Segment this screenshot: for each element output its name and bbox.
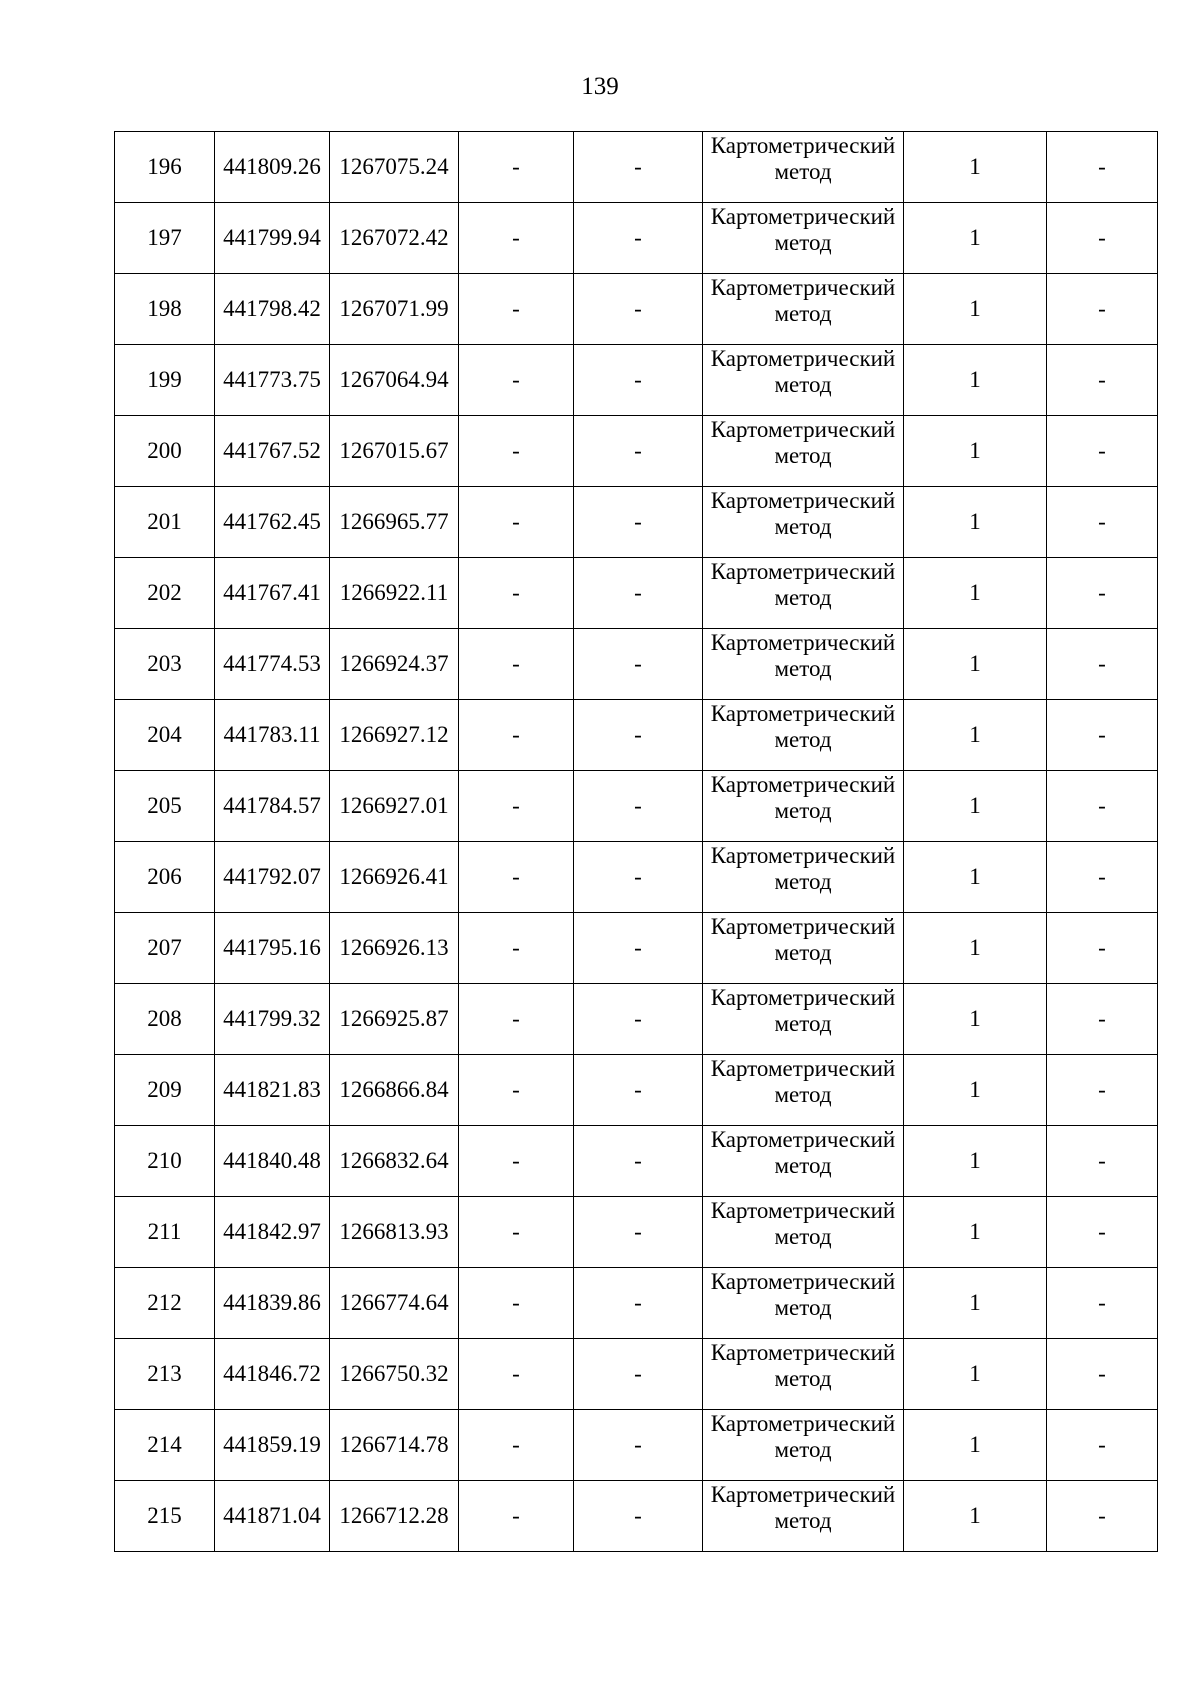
coordinate-x-cell: 441773.75	[215, 345, 330, 416]
method-cell	[703, 132, 904, 203]
empty-value-cell: -	[459, 558, 574, 629]
point-number-cell: 207	[115, 913, 215, 984]
coordinate-x-cell: 441774.53	[215, 629, 330, 700]
method-cell	[703, 416, 904, 487]
empty-value-cell: -	[1047, 700, 1158, 771]
point-number-cell: 204	[115, 700, 215, 771]
empty-value-cell: -	[1047, 771, 1158, 842]
table-row	[115, 1339, 1158, 1410]
method-name-line2: метод	[774, 1437, 832, 1462]
point-number-cell: 212	[115, 1268, 215, 1339]
empty-value-cell: -	[1047, 1481, 1158, 1552]
table-row	[115, 1410, 1158, 1481]
coordinate-y-cell: 1267015.67	[330, 416, 459, 487]
coordinate-x-cell: 441792.07	[215, 842, 330, 913]
method-name-line1: Картометрический	[710, 701, 896, 726]
method-name-line2: метод	[774, 301, 832, 326]
method-name-line1: Картометрический	[710, 772, 896, 797]
empty-value-cell: -	[459, 984, 574, 1055]
empty-value-cell: -	[1047, 842, 1158, 913]
method-name-line2: метод	[774, 585, 832, 610]
coordinate-y-cell: 1266832.64	[330, 1126, 459, 1197]
table-row	[115, 416, 1158, 487]
coordinate-x-cell: 441809.26	[215, 132, 330, 203]
empty-value-cell: -	[459, 1410, 574, 1481]
empty-value-cell: -	[574, 132, 703, 203]
empty-value-cell: -	[1047, 274, 1158, 345]
coordinate-x-cell: 441839.86	[215, 1268, 330, 1339]
empty-value-cell: -	[574, 1268, 703, 1339]
point-number-cell: 210	[115, 1126, 215, 1197]
empty-value-cell: -	[574, 771, 703, 842]
point-number-cell: 196	[115, 132, 215, 203]
method-cell	[703, 487, 904, 558]
empty-value-cell: -	[459, 629, 574, 700]
table-row	[115, 913, 1158, 984]
coordinate-x-cell: 441799.94	[215, 203, 330, 274]
empty-value-cell: -	[574, 487, 703, 558]
method-cell	[703, 771, 904, 842]
empty-value-cell: -	[1047, 913, 1158, 984]
coordinate-y-cell: 1266712.28	[330, 1481, 459, 1552]
empty-value-cell: -	[459, 1339, 574, 1410]
coordinate-y-cell: 1266927.01	[330, 771, 459, 842]
method-cell	[703, 1268, 904, 1339]
accuracy-cell: 1	[904, 913, 1047, 984]
method-name-line1: Картометрический	[710, 914, 896, 939]
method-cell	[703, 1339, 904, 1410]
point-number-cell: 203	[115, 629, 215, 700]
accuracy-cell: 1	[904, 416, 1047, 487]
method-cell	[703, 274, 904, 345]
accuracy-cell: 1	[904, 1268, 1047, 1339]
coordinate-y-cell: 1266813.93	[330, 1197, 459, 1268]
empty-value-cell: -	[459, 1268, 574, 1339]
empty-value-cell: -	[1047, 416, 1158, 487]
accuracy-cell: 1	[904, 203, 1047, 274]
coordinate-y-cell: 1266926.13	[330, 913, 459, 984]
accuracy-cell: 1	[904, 1055, 1047, 1126]
coordinate-y-cell: 1266922.11	[330, 558, 459, 629]
accuracy-cell: 1	[904, 700, 1047, 771]
empty-value-cell: -	[1047, 629, 1158, 700]
method-cell	[703, 700, 904, 771]
method-name-line2: метод	[774, 727, 832, 752]
method-name-line2: метод	[774, 798, 832, 823]
method-name-line1: Картометрический	[710, 1482, 896, 1507]
point-number-cell: 201	[115, 487, 215, 558]
coordinate-x-cell: 441767.52	[215, 416, 330, 487]
accuracy-cell: 1	[904, 345, 1047, 416]
empty-value-cell: -	[574, 1126, 703, 1197]
method-name-line2: метод	[774, 230, 832, 255]
accuracy-cell: 1	[904, 1126, 1047, 1197]
empty-value-cell: -	[1047, 132, 1158, 203]
coordinate-x-cell: 441842.97	[215, 1197, 330, 1268]
point-number-cell: 199	[115, 345, 215, 416]
empty-value-cell: -	[574, 842, 703, 913]
coordinates-table	[114, 131, 1158, 1552]
method-name-line2: метод	[774, 1224, 832, 1249]
empty-value-cell: -	[459, 842, 574, 913]
coordinate-y-cell: 1267064.94	[330, 345, 459, 416]
coordinate-x-cell: 441783.11	[215, 700, 330, 771]
method-name-line2: метод	[774, 1508, 832, 1533]
point-number-cell: 205	[115, 771, 215, 842]
empty-value-cell: -	[574, 416, 703, 487]
method-name-line1: Картометрический	[710, 204, 896, 229]
empty-value-cell: -	[459, 1126, 574, 1197]
point-number-cell: 215	[115, 1481, 215, 1552]
empty-value-cell: -	[574, 1410, 703, 1481]
empty-value-cell: -	[574, 984, 703, 1055]
empty-value-cell: -	[574, 1055, 703, 1126]
coordinate-x-cell: 441846.72	[215, 1339, 330, 1410]
accuracy-cell: 1	[904, 132, 1047, 203]
empty-value-cell: -	[1047, 558, 1158, 629]
method-cell	[703, 1126, 904, 1197]
empty-value-cell: -	[574, 1481, 703, 1552]
coordinate-x-cell: 441799.32	[215, 984, 330, 1055]
method-cell	[703, 984, 904, 1055]
point-number-cell: 209	[115, 1055, 215, 1126]
empty-value-cell: -	[459, 771, 574, 842]
accuracy-cell: 1	[904, 274, 1047, 345]
method-cell	[703, 842, 904, 913]
empty-value-cell: -	[1047, 1410, 1158, 1481]
method-name-line1: Картометрический	[710, 346, 896, 371]
table-body	[115, 132, 1158, 1552]
empty-value-cell: -	[574, 700, 703, 771]
table-row	[115, 842, 1158, 913]
method-name-line2: метод	[774, 514, 832, 539]
coordinate-y-cell: 1267075.24	[330, 132, 459, 203]
coordinate-x-cell: 441795.16	[215, 913, 330, 984]
table-row	[115, 1481, 1158, 1552]
coordinate-x-cell: 441767.41	[215, 558, 330, 629]
coordinate-y-cell: 1266926.41	[330, 842, 459, 913]
accuracy-cell: 1	[904, 1339, 1047, 1410]
method-cell	[703, 345, 904, 416]
accuracy-cell: 1	[904, 1197, 1047, 1268]
coordinate-x-cell: 441840.48	[215, 1126, 330, 1197]
empty-value-cell: -	[1047, 203, 1158, 274]
method-name-line2: метод	[774, 443, 832, 468]
accuracy-cell: 1	[904, 842, 1047, 913]
empty-value-cell: -	[459, 700, 574, 771]
coordinate-y-cell: 1266927.12	[330, 700, 459, 771]
accuracy-cell: 1	[904, 771, 1047, 842]
point-number-cell: 213	[115, 1339, 215, 1410]
table-row	[115, 274, 1158, 345]
coordinate-x-cell: 441762.45	[215, 487, 330, 558]
method-name-line1: Картометрический	[710, 133, 896, 158]
method-cell	[703, 1055, 904, 1126]
method-name-line1: Картометрический	[710, 1340, 896, 1365]
method-name-line1: Картометрический	[710, 275, 896, 300]
method-name-line1: Картометрический	[710, 417, 896, 442]
coordinate-y-cell: 1266866.84	[330, 1055, 459, 1126]
method-name-line1: Картометрический	[710, 985, 896, 1010]
empty-value-cell: -	[574, 913, 703, 984]
coordinate-y-cell: 1266925.87	[330, 984, 459, 1055]
empty-value-cell: -	[574, 1197, 703, 1268]
empty-value-cell: -	[1047, 345, 1158, 416]
method-cell	[703, 1197, 904, 1268]
empty-value-cell: -	[459, 345, 574, 416]
method-name-line1: Картометрический	[710, 559, 896, 584]
method-name-line2: метод	[774, 1366, 832, 1391]
empty-value-cell: -	[1047, 1055, 1158, 1126]
method-name-line2: метод	[774, 372, 832, 397]
coordinate-y-cell: 1266924.37	[330, 629, 459, 700]
method-name-line1: Картометрический	[710, 1411, 896, 1436]
table-row	[115, 1126, 1158, 1197]
empty-value-cell: -	[574, 274, 703, 345]
table-row	[115, 487, 1158, 558]
method-name-line1: Картометрический	[710, 843, 896, 868]
empty-value-cell: -	[459, 1197, 574, 1268]
method-name-line2: метод	[774, 159, 832, 184]
coordinate-y-cell: 1267072.42	[330, 203, 459, 274]
empty-value-cell: -	[1047, 1268, 1158, 1339]
table-row	[115, 1268, 1158, 1339]
method-cell	[703, 203, 904, 274]
method-name-line2: метод	[774, 1295, 832, 1320]
empty-value-cell: -	[459, 203, 574, 274]
method-name-line2: метод	[774, 656, 832, 681]
point-number-cell: 198	[115, 274, 215, 345]
empty-value-cell: -	[574, 558, 703, 629]
point-number-cell: 202	[115, 558, 215, 629]
coordinate-y-cell: 1266965.77	[330, 487, 459, 558]
method-cell	[703, 1410, 904, 1481]
coordinate-x-cell: 441871.04	[215, 1481, 330, 1552]
method-name-line2: метод	[774, 1011, 832, 1036]
method-name-line2: метод	[774, 869, 832, 894]
coordinate-x-cell: 441859.19	[215, 1410, 330, 1481]
empty-value-cell: -	[574, 345, 703, 416]
point-number-cell: 214	[115, 1410, 215, 1481]
coordinate-y-cell: 1266774.64	[330, 1268, 459, 1339]
method-name-line2: метод	[774, 1082, 832, 1107]
table-row	[115, 984, 1158, 1055]
empty-value-cell: -	[459, 1055, 574, 1126]
table-row	[115, 132, 1158, 203]
accuracy-cell: 1	[904, 629, 1047, 700]
accuracy-cell: 1	[904, 1410, 1047, 1481]
table-row	[115, 700, 1158, 771]
method-name-line1: Картометрический	[710, 488, 896, 513]
point-number-cell: 206	[115, 842, 215, 913]
empty-value-cell: -	[1047, 1339, 1158, 1410]
method-cell	[703, 558, 904, 629]
coordinate-y-cell: 1267071.99	[330, 274, 459, 345]
method-name-line2: метод	[774, 940, 832, 965]
empty-value-cell: -	[574, 203, 703, 274]
table-row	[115, 771, 1158, 842]
method-name-line1: Картометрический	[710, 1127, 896, 1152]
coordinate-x-cell: 441784.57	[215, 771, 330, 842]
method-name-line1: Картометрический	[710, 630, 896, 655]
empty-value-cell: -	[1047, 1197, 1158, 1268]
empty-value-cell: -	[459, 913, 574, 984]
method-name-line2: метод	[774, 1153, 832, 1178]
point-number-cell: 208	[115, 984, 215, 1055]
method-cell	[703, 913, 904, 984]
method-cell	[703, 629, 904, 700]
page-number: 139	[581, 73, 619, 100]
accuracy-cell: 1	[904, 558, 1047, 629]
coordinate-y-cell: 1266750.32	[330, 1339, 459, 1410]
table-row	[115, 558, 1158, 629]
empty-value-cell: -	[459, 487, 574, 558]
table-row	[115, 629, 1158, 700]
point-number-cell: 197	[115, 203, 215, 274]
table-row	[115, 1197, 1158, 1268]
empty-value-cell: -	[459, 416, 574, 487]
accuracy-cell: 1	[904, 487, 1047, 558]
table-row	[115, 1055, 1158, 1126]
method-name-line1: Картометрический	[710, 1198, 896, 1223]
empty-value-cell: -	[459, 274, 574, 345]
empty-value-cell: -	[1047, 1126, 1158, 1197]
coordinate-x-cell: 441798.42	[215, 274, 330, 345]
coordinate-y-cell: 1266714.78	[330, 1410, 459, 1481]
empty-value-cell: -	[1047, 984, 1158, 1055]
table-row	[115, 203, 1158, 274]
accuracy-cell: 1	[904, 984, 1047, 1055]
accuracy-cell: 1	[904, 1481, 1047, 1552]
method-name-line1: Картометрический	[710, 1056, 896, 1081]
empty-value-cell: -	[1047, 487, 1158, 558]
method-name-line1: Картометрический	[710, 1269, 896, 1294]
empty-value-cell: -	[574, 1339, 703, 1410]
empty-value-cell: -	[459, 1481, 574, 1552]
point-number-cell: 211	[115, 1197, 215, 1268]
point-number-cell: 200	[115, 416, 215, 487]
empty-value-cell: -	[574, 629, 703, 700]
coordinate-x-cell: 441821.83	[215, 1055, 330, 1126]
empty-value-cell: -	[459, 132, 574, 203]
method-cell	[703, 1481, 904, 1552]
table-row	[115, 345, 1158, 416]
